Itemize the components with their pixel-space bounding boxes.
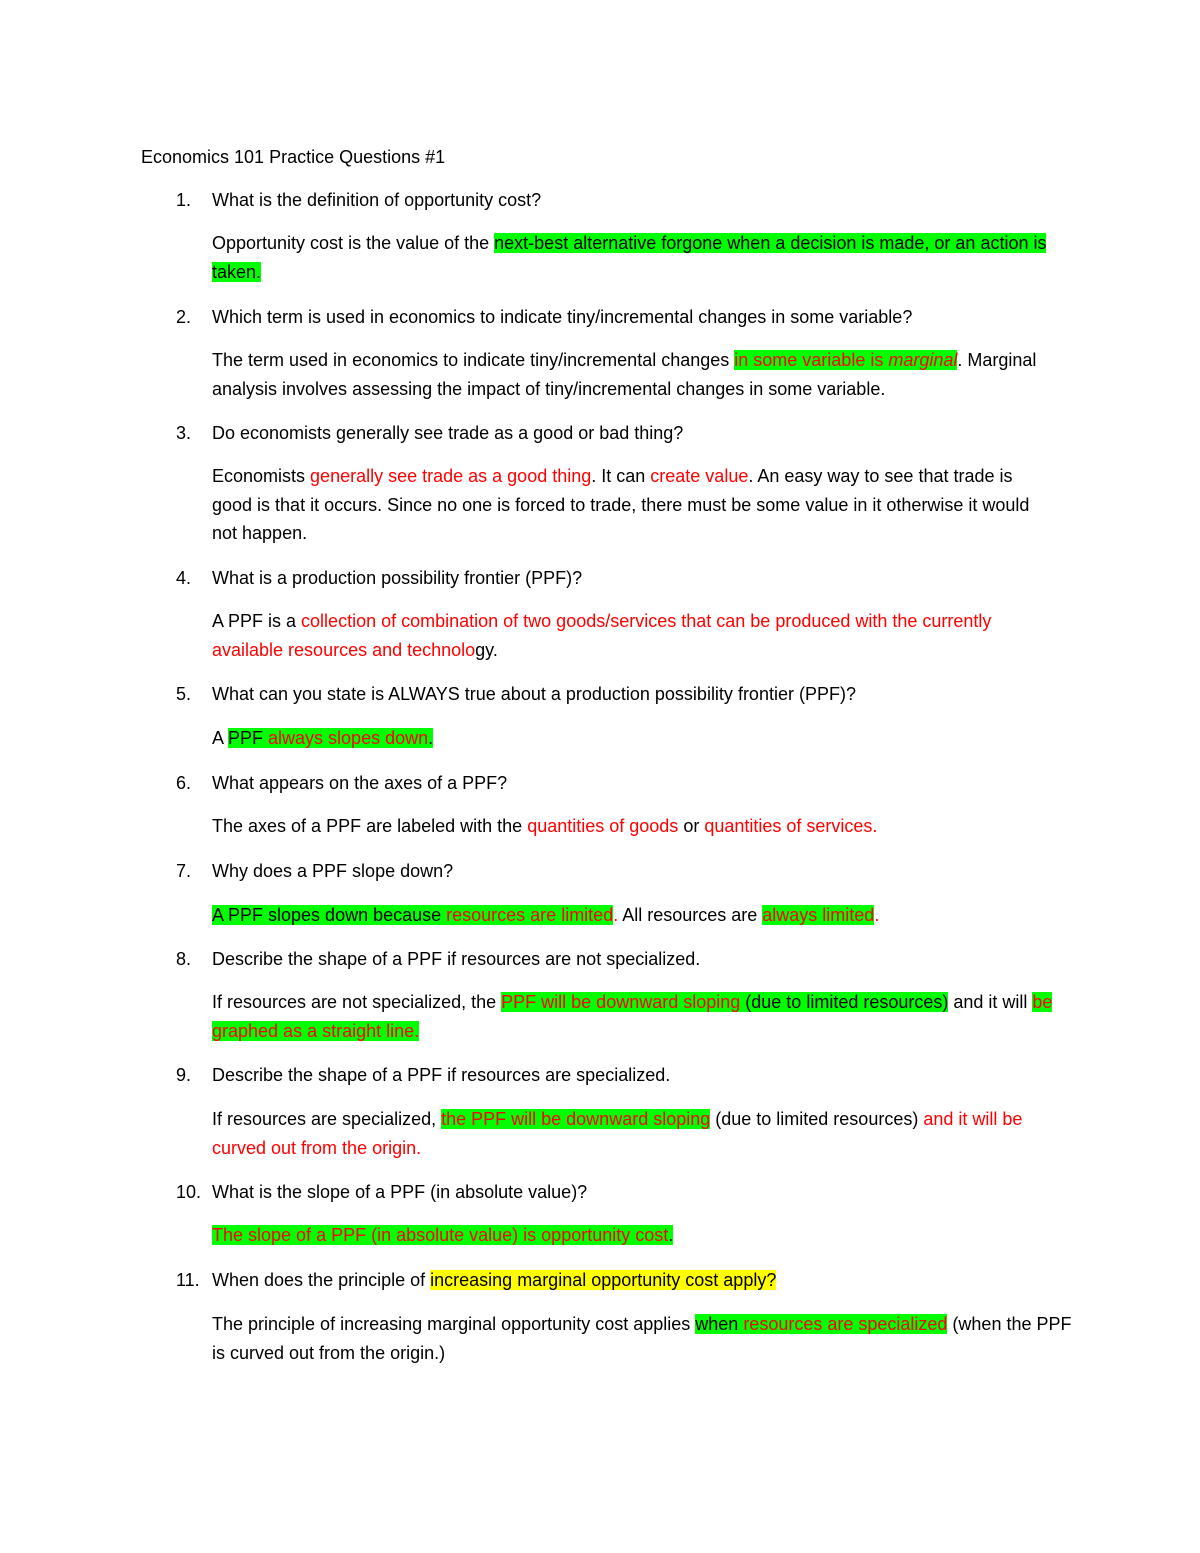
red-answer-segment: quantities of services. xyxy=(704,816,878,836)
red-answer-segment: create value xyxy=(650,466,749,486)
answer-text xyxy=(212,724,1072,753)
answer-text xyxy=(212,607,1012,664)
highlighted-answer-segment: when xyxy=(695,1314,744,1334)
question-number: 8. xyxy=(176,949,192,969)
answer-segment: or xyxy=(678,816,705,836)
question-text: Describe the shape of a PPF if resources are specialized. xyxy=(212,1065,671,1085)
answer-segment: If resources are not specialized, the xyxy=(212,992,502,1012)
answer-segment: If resources are specialized, xyxy=(212,1109,442,1129)
question-segment: When does the principle of xyxy=(212,1270,431,1290)
answer-segment: A xyxy=(212,728,229,748)
answer-text xyxy=(212,1310,1072,1367)
highlighted-answer-segment: . xyxy=(428,728,434,748)
answer-segment: gy. xyxy=(475,639,498,660)
red-answer-segment: quantities of goods xyxy=(527,816,679,836)
question-text: What can you state is ALWAYS true about a production possibility frontier (PPF)? xyxy=(212,684,856,704)
answer-text xyxy=(212,1221,1072,1250)
question-number: 7. xyxy=(176,861,192,881)
question-number: 1. xyxy=(176,190,192,210)
question-text xyxy=(212,1268,1092,1292)
answer-segment: (when the PPF is curved out from the origin.) xyxy=(212,1314,1072,1363)
highlighted-answer-segment: be graphed as a straight line. xyxy=(212,992,1053,1041)
question-number: 11. xyxy=(176,1270,200,1290)
highlighted-answer-segment: (due to limited resources) xyxy=(740,992,949,1012)
answer-segment: . xyxy=(957,350,963,370)
answer-segment: Marginal analysis involves assessing the impact of tiny/incremental changes in some variable. xyxy=(212,350,1037,399)
red-answer-segment: collection of combination of two goods/services that can be produced with the currently available resources and technolo xyxy=(212,611,992,660)
answer-text xyxy=(212,229,1072,286)
answer-segment: and it will xyxy=(948,992,1033,1012)
highlighted-answer-segment: resources are specialized xyxy=(743,1314,948,1334)
red-answer-segment: and it will be curved out from the origin. xyxy=(212,1109,1023,1158)
question-number: 10. xyxy=(176,1182,202,1202)
answer-segment: All resources are xyxy=(618,905,763,925)
highlighted-answer-segment: PPF xyxy=(228,728,269,748)
question-text: Why does a PPF slope down? xyxy=(212,861,454,881)
yellow-highlighted-question-segment: increasing marginal opportunity cost apply? xyxy=(430,1270,777,1290)
question-text: Describe the shape of a PPF if resources are not specialized. xyxy=(212,949,701,969)
question-text: What is the definition of opportunity cost? xyxy=(212,190,542,210)
question-number: 2. xyxy=(176,307,192,327)
highlighted-answer-segment: the PPF will be downward sloping xyxy=(441,1109,711,1129)
question-number: 5. xyxy=(176,684,192,704)
answer-segment: . It can xyxy=(591,466,651,486)
answer-text xyxy=(212,901,1072,930)
highlighted-answer-segment: PPF will be downward sloping xyxy=(501,992,741,1012)
answer-segment: Opportunity cost is the value of the xyxy=(212,233,495,253)
red-answer-segment: generally see trade as a good thing xyxy=(310,466,592,486)
highlighted-answer-segment: A PPF slopes down because xyxy=(212,905,447,925)
highlighted-answer-segment: . xyxy=(668,1225,674,1245)
question-number: 9. xyxy=(176,1065,192,1085)
highlighted-answer-segment: in some variable is xyxy=(734,350,889,370)
question-text: What is a production possibility frontier (PPF)? xyxy=(212,568,583,588)
question-text: Which term is used in economics to indicate tiny/incremental changes in some variable? xyxy=(212,307,913,327)
red-answer-segment: . xyxy=(874,905,880,925)
answer-text xyxy=(212,988,1072,1045)
highlighted-answer-term: marginal xyxy=(888,350,958,370)
answer-segment: Economists xyxy=(212,466,311,486)
highlighted-answer-segment: resources are limited xyxy=(446,905,614,925)
answer-segment: The principle of increasing marginal opportunity cost applies xyxy=(212,1314,696,1334)
answer-segment: The axes of a PPF are labeled with the xyxy=(212,816,528,836)
document-title: Economics 101 Practice Questions #1 xyxy=(141,147,446,167)
highlighted-answer-segment: always slopes down xyxy=(268,728,429,748)
answer-segment: The term used in economics to indicate tiny/incremental changes xyxy=(212,350,735,370)
answer-text xyxy=(212,1105,1072,1162)
question-number: 3. xyxy=(176,423,192,443)
answer-segment: (due to limited resources) xyxy=(710,1109,924,1129)
answer-text xyxy=(212,812,1072,841)
red-answer-segment: . xyxy=(613,905,619,925)
highlighted-answer-segment: The slope of a PPF (in absolute value) is opportunity cost xyxy=(212,1225,669,1245)
answer-segment: . An easy way to see that trade is good is that it occurs. Since no one is forced to trade, there must be some value in it otherwise it would not happen. xyxy=(212,466,1030,543)
answer-segment: A PPF is a xyxy=(212,611,302,631)
answer-text xyxy=(212,462,1042,548)
question-text: What is the slope of a PPF (in absolute value)? xyxy=(212,1182,588,1202)
highlighted-answer-segment: always limited xyxy=(762,905,875,925)
answer-text xyxy=(212,346,1072,403)
question-text: Do economists generally see trade as a good or bad thing? xyxy=(212,423,684,443)
question-number: 4. xyxy=(176,568,192,588)
question-number: 6. xyxy=(176,773,192,793)
question-text: What appears on the axes of a PPF? xyxy=(212,773,508,793)
highlighted-answer-segment: next-best alternative forgone when a decision is made, or an action is taken. xyxy=(212,233,1047,282)
